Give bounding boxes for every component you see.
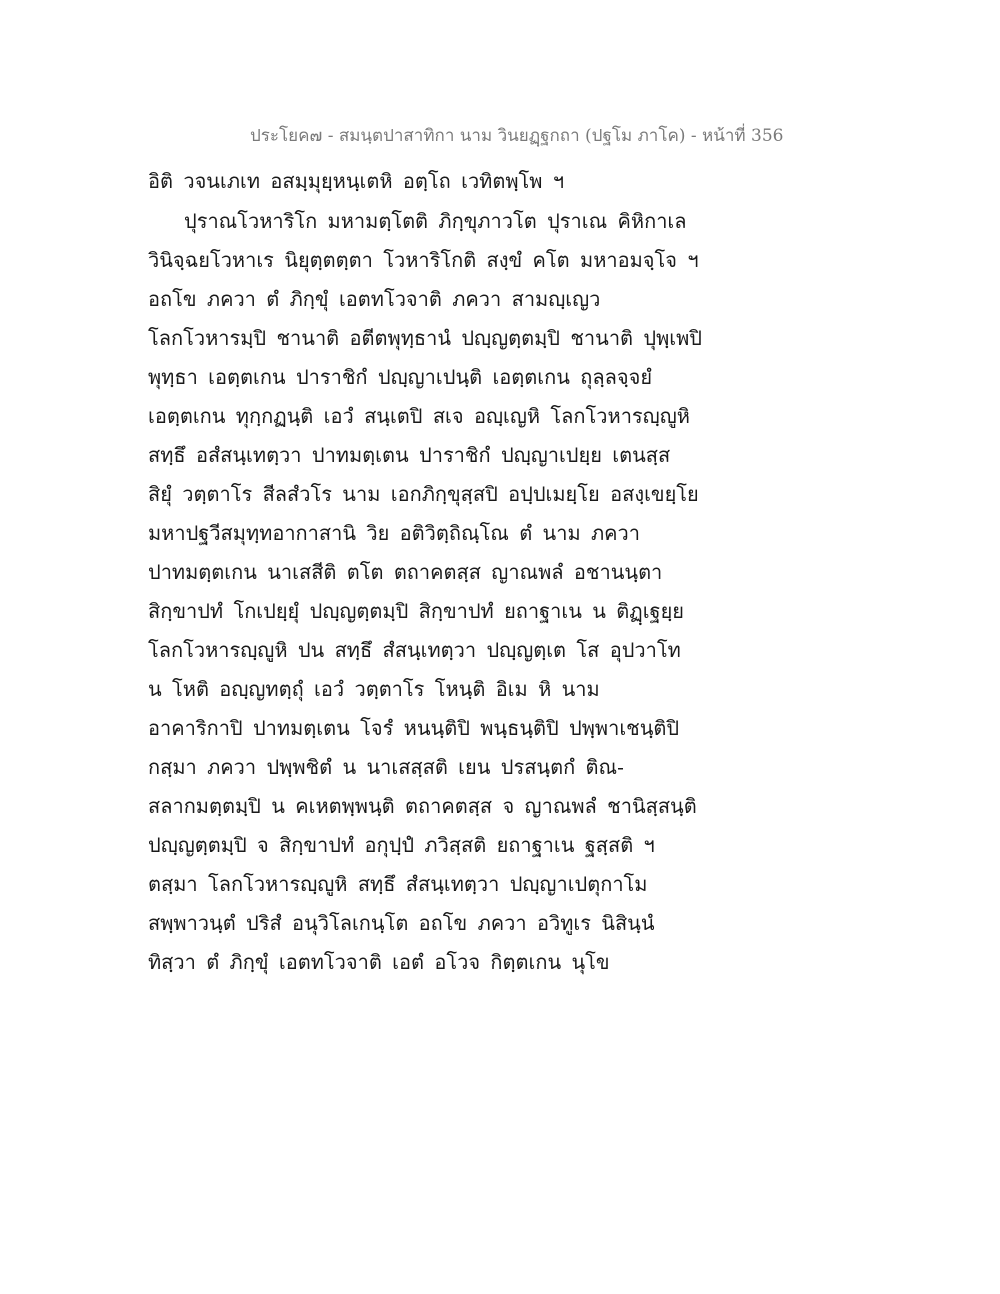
text-line: เอตฺตเกน ทุกฺกฏนฺติ เอวํ สนฺเตปิ สเจ อญฺเญหิ โลกโวหารญฺญูหิ — [148, 404, 690, 428]
text-line: ปาทมตฺตเกน นาเสสีติ ตโต ตถาคตสฺส ญาณพลํ อชานนฺตา — [148, 560, 663, 584]
text-line: ทิสฺวา ตํ ภิกฺขุํ เอตทโวจาติ เอตํ อโวจ กิตฺตเกน นุโข — [148, 950, 610, 974]
text-line: สลากมตฺตมฺปิ น คเหตพฺพนฺติ ตถาคตสฺส จ ญาณพลํ ชานิสฺสนฺติ — [148, 794, 697, 818]
text-line: ตสฺมา โลกโวหารญฺญูหิ สทฺธึ สํสนฺเทตฺวา ปญฺญาเปตุกาโม — [148, 872, 648, 896]
running-header: ประโยค๗ - สมนฺตปาสาทิกา นาม วินยฏฺฐกถา (ปฐโม ภาโค) - หน้าที่ 356 — [250, 126, 784, 146]
text-line: โลกโวหารมฺปิ ชานาติ อตีตพุทฺธานํ ปญฺญตฺตมฺปิ ชานาติ ปุพฺเพปิ — [148, 326, 702, 350]
text-line: ปญฺญตฺตมฺปิ จ สิกฺขาปทํ อกุปฺปํ ภวิสฺสติ ยถาฐาเน ฐสฺสติ ฯ — [148, 833, 655, 857]
text-line: น โหติ อญฺญทตฺถุํ เอวํ วตฺตาโร โหนฺติ อิเม หิ นาม — [148, 677, 600, 701]
text-line: ปุราณโวหาริโก มหามตฺโตติ ภิกฺขุภาวโต ปุราเณ คิหิกาเล — [184, 209, 687, 233]
text-line: สิยุํ วตฺตาโร สีลสํวโร นาม เอกภิกฺขุสฺสปิ อปฺปเมยฺโย อสงฺเขยฺโย — [148, 482, 699, 506]
text-line: โลกโวหารญฺญูหิ ปน สทฺธึ สํสนฺเทตฺวา ปญฺญตฺเต โส อุปวาโท — [148, 638, 681, 662]
body-text — [148, 162, 702, 982]
text-line: วินิจฺฉยโวหาเร นิยุตฺตตฺตา โวหาริโกติ สงฺขํ คโต มหาอมจฺโจ ฯ — [148, 248, 699, 272]
text-line: สพฺพาวนฺตํ ปริสํ อนุวิโลเกนฺโต อถโข ภควา อวิทูเร นิสินฺนํ — [148, 911, 655, 935]
text-line: อิติ วจนเภเท อสมฺมุยฺหนฺเตหิ อตฺโถ เวทิตพฺโพ ฯ — [148, 169, 565, 193]
text-line: สทฺธึ อสํสนฺเทตฺวา ปาทมตฺเตน ปาราชิกํ ปญฺญาเปยฺย เตนสฺส — [148, 443, 671, 467]
text-line: อถโข ภควา ตํ ภิกฺขุํ เอตทโวจาติ ภควา สามญฺเญว — [148, 287, 601, 311]
text-line: อาคาริกาปิ ปาทมตฺเตน โจรํ หนนฺติปิ พนฺธนฺติปิ ปพฺพาเชนฺติปิ — [148, 716, 680, 740]
text-line: พุทฺธา เอตฺตเกน ปาราชิกํ ปญฺญาเปนฺติ เอตฺตเกน ถุลฺลจฺจยํ — [148, 365, 653, 389]
text-line: สิกฺขาปทํ โกเปยฺยุํ ปญฺญตฺตมฺปิ สิกฺขาปทํ ยถาฐาเน น ติฏฺเฐยฺย — [148, 599, 685, 623]
text-line: มหาปฐวีสมุทฺทอากาสานิ วิย อติวิตฺถิณฺโณ ตํ นาม ภควา — [148, 521, 641, 545]
text-line: กสฺมา ภควา ปพฺพชิตํ น นาเสสฺสติ เยน ปรสนฺตกํ ติณ- — [148, 755, 624, 779]
